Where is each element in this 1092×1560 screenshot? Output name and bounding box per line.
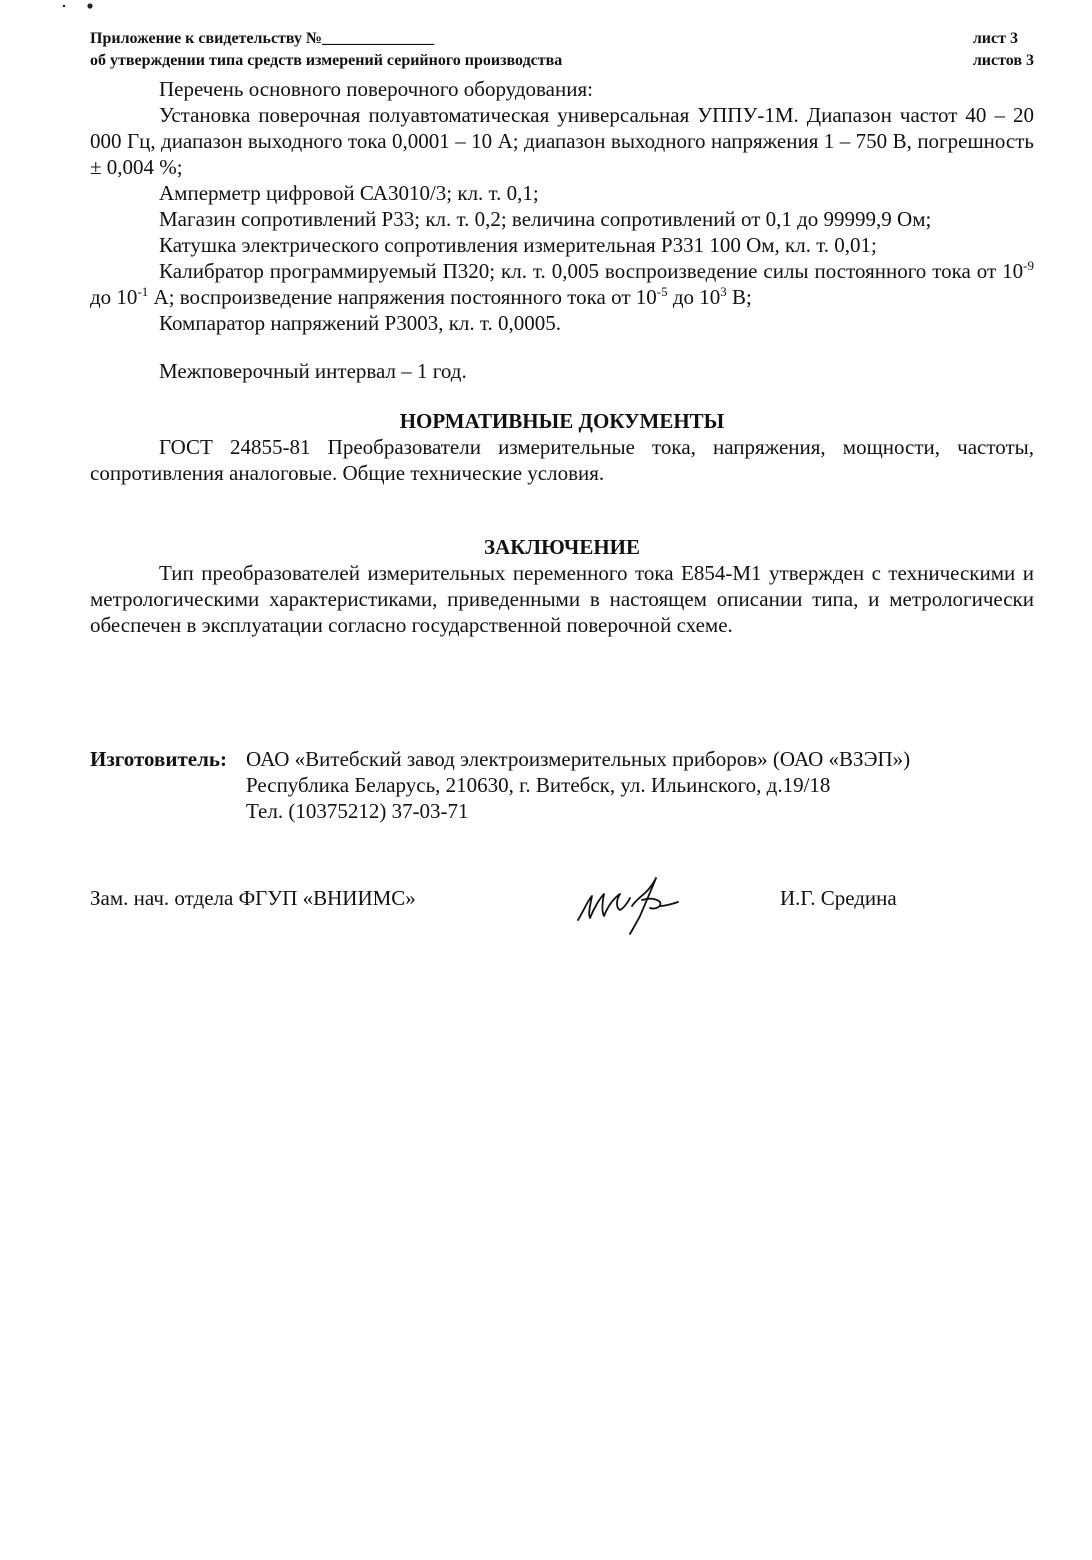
page-header: [90, 28, 1034, 72]
sheet-number: лист 3: [972, 30, 1018, 47]
manufacturer-name: ОАО «Витебский завод электроизмерительных приборов» (ОАО «ВЗЭП»): [246, 747, 911, 771]
equipment-item-ammeter: Амперметр цифровой СА3010/3; кл. т. 0,1;: [159, 181, 539, 205]
conclusion-title: ЗАКЛЮЧЕНИЕ: [483, 535, 641, 559]
signature-row: [90, 870, 1034, 940]
manufacturer-block: [90, 746, 1034, 824]
norms-title: НОРМАТИВНЫЕ ДОКУМЕНТЫ: [399, 409, 725, 433]
scan-marks: [60, 0, 100, 12]
calibrator-text-a: Калибратор программируемый П320; кл. т. 0,005 воспроизведение силы постоянного тока от 10: [159, 259, 1024, 283]
signer-position: Зам. нач. отдела ФГУП «ВНИИМС»: [90, 886, 416, 910]
equipment-item-comparator: Компаратор напряжений Р3003, кл. т. 0,0005.: [159, 311, 561, 335]
manufacturer-phone: Тел. (10375212) 37-03-71: [246, 799, 469, 823]
header-left: [90, 28, 562, 72]
sheet-count: листов 3: [972, 52, 1034, 69]
document-page: [90, 28, 1034, 940]
calibrator-text-b: до 10: [90, 285, 138, 309]
calibration-interval: Межповерочный интервал – 1 год.: [159, 359, 467, 383]
header-certificate-line: Приложение к свидетельству №______________: [90, 30, 435, 47]
equipment-item-uppu: Установка поверочная полуавтоматическая универсальная УППУ-1М. Диапазон частот 40 – 20 000 Гц, диапазон выходного тока 0,0001 – 10 А; диапазон выходного напряжения 1 – 750 В, погрешность ± 0,004 %;: [90, 103, 1034, 179]
calibrator-text-e: В;: [726, 285, 752, 309]
header-approval-line: об утверждении типа средств измерений серийного производства: [90, 52, 563, 69]
equipment-intro: Перечень основного поверочного оборудования:: [159, 77, 593, 101]
handwritten-signature: [570, 870, 710, 936]
equipment-item-resistance-box: Магазин сопротивлений Р33; кл. т. 0,2; величина сопротивлений от 0,1 до 99999,9 Ом;: [159, 207, 932, 231]
norms-text: ГОСТ 24855-81 Преобразователи измерительные тока, напряжения, мощности, частоты, сопротивления аналоговые. Общие технические условия.: [90, 435, 1034, 485]
calibrator-text-c: А; воспроизведение напряжения постоянного тока от 10: [148, 285, 657, 309]
signer-name: И.Г. Средина: [780, 886, 897, 910]
calibrator-text-d: до 10: [667, 285, 721, 309]
conclusion-text: Тип преобразователей измерительных переменного тока Е854-М1 утвержден с техническими и метрологическими характеристиками, приведенными в настоящем описании типа, и метрологически обеспечен в эксплуатации согласно государственной поверочной схеме.: [90, 561, 1034, 637]
equipment-item-calibrator: [90, 258, 1034, 310]
equipment-item-resistance-coil: Катушка электрического сопротивления измерительная Р331 100 Ом, кл. т. 0,01;: [159, 233, 877, 257]
calibrator-exp-1: -9: [1023, 258, 1034, 273]
calibrator-exp-4: 3: [720, 284, 727, 299]
header-right: [973, 28, 1034, 72]
manufacturer-address: Республика Беларусь, 210630, г. Витебск, ул. Ильинского, д.19/18: [246, 773, 831, 797]
manufacturer-label: Изготовитель:: [90, 747, 227, 771]
calibrator-exp-3: -5: [656, 284, 668, 299]
calibrator-exp-2: -1: [137, 284, 149, 299]
